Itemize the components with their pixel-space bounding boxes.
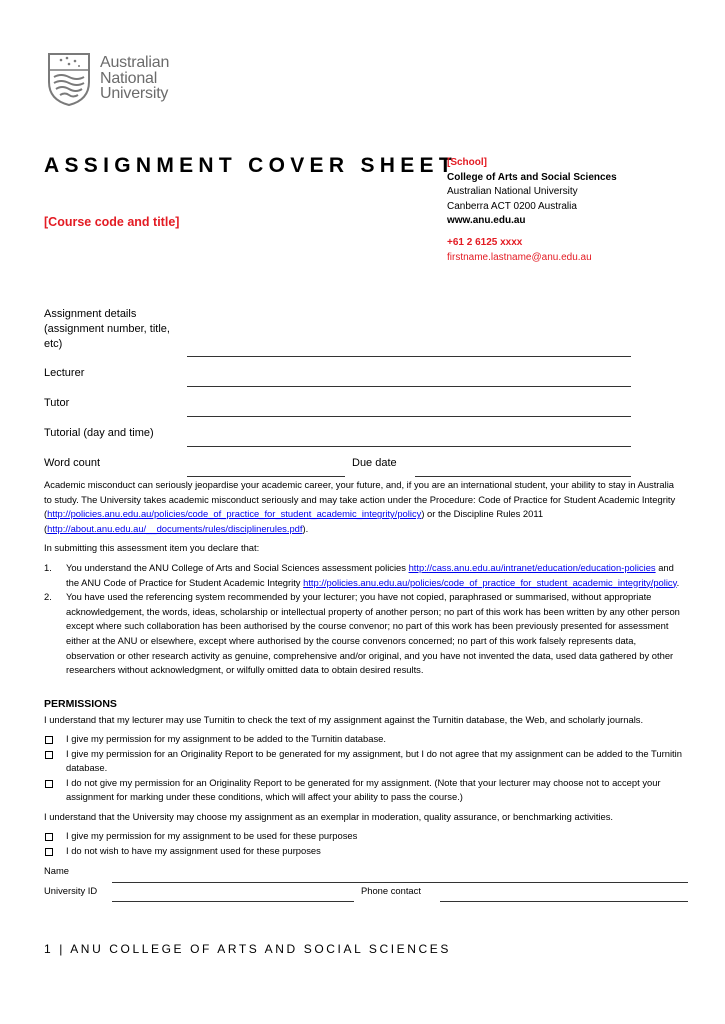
item-text: . (676, 576, 680, 588)
college-name: College of Arts and Social Sciences (447, 171, 617, 183)
tutor-field[interactable] (187, 416, 631, 417)
checkbox[interactable] (45, 751, 53, 759)
label-line: Assignment details (44, 308, 137, 320)
misconduct-notice (44, 478, 684, 556)
due-date-label: Due date (352, 457, 397, 469)
phone-number: +61 2 6125 xxxx (447, 236, 523, 248)
integrity-policy-link[interactable]: http://policies.anu.edu.au/policies/code_of_practice_for_student_academic_integrity/policy (47, 508, 422, 520)
address-line: Canberra ACT 0200 Australia (447, 200, 577, 212)
checkbox[interactable] (45, 848, 53, 856)
item-number: 2. (44, 591, 52, 603)
exemplar-options (44, 829, 684, 858)
page-title: ASSIGNMENT COVER SHEET (44, 154, 457, 177)
assignment-details-field[interactable] (187, 356, 631, 357)
university-id-label: University ID (44, 885, 98, 896)
misconduct-text: ) or the Discipline Rules 2011 ( (44, 508, 544, 534)
phone-contact-field[interactable] (440, 901, 688, 902)
university-id-field[interactable] (112, 901, 354, 902)
permissions-heading: PERMISSIONS (44, 698, 117, 710)
item-text: You have used the referencing system recommended by your lecturer; you have not copied, paraphrased or summarised, without appropriate acknowledgement, the words, ideas, scholarship or intellectual property of another person; no part of this work has been written by any other person except where such collaboration has been authorised by the course convenor; no part of this work has been previously presented for assessment either at the ANU or elsewhere, except where authorised by the course convenors concerned; no part of this work falsely represents data, observation or other research activity as genuine, comprehensive and/or original, and you have not invented the data, used data gathered by other researchers without acknowledgment, or wilfully omitted data to obtain desired results. (66, 591, 680, 676)
option-label: I do not wish to have my assignment used for these purposes (66, 844, 321, 856)
item-text: You understand the ANU College of Arts and Social Sciences assessment policies (66, 562, 409, 573)
website: www.anu.edu.au (447, 215, 526, 227)
label-line: (assignment number, title, (44, 323, 170, 335)
page-footer: 1 | ANU COLLEGE OF ARTS AND SOCIAL SCIENCES (44, 942, 452, 956)
exemplar-option[interactable] (44, 844, 684, 859)
discipline-rules-link[interactable]: http://about.anu.edu.au/__documents/rules/disciplinerules.pdf (47, 522, 303, 534)
exemplar-option[interactable] (44, 829, 684, 844)
item-number: 1. (44, 562, 52, 573)
email-address: firstname.lastname@anu.edu.au (447, 251, 592, 263)
course-code-title: [Course code and title] (44, 215, 180, 229)
school-placeholder: [School] (447, 157, 487, 168)
misconduct-text: ). (302, 522, 309, 534)
list-item (44, 561, 684, 590)
misconduct-paragraph (44, 478, 684, 536)
name-field[interactable] (112, 882, 688, 883)
university-name-line: University (100, 85, 169, 102)
contact-block (447, 156, 617, 265)
university-line: Australian National University (447, 186, 578, 198)
assessment-policies-link[interactable]: http://cass.anu.edu.au/intranet/education/education-policies (408, 562, 656, 573)
turnitin-option[interactable] (44, 747, 684, 776)
option-label: I give my permission for my assignment to be used for these purposes (66, 830, 358, 841)
turnitin-option[interactable] (44, 776, 684, 805)
university-name-line: Australian (100, 54, 170, 71)
phone-contact-label: Phone contact (361, 885, 421, 896)
option-label: I give my permission for an Originality Report to be generated for my assignment, but I do not agree that my assignment can be added to the Turnitin database. (66, 747, 682, 774)
option-label: I do not give my permission for an Originality Report to be generated for my assignment. (Note that your lecturer may choose not to accept your assignment for marking under these conditions, which will affect your ability to pass the course.) (66, 776, 661, 803)
assignment-details-label (44, 307, 170, 352)
lecturer-label: Lecturer (44, 367, 85, 379)
option-label: I give my permission for my assignment to be added to the Turnitin database. (66, 733, 386, 744)
misconduct-text: Academic misconduct can seriously jeopardise your academic career, your future, and, if you are an international student, your ability to stay in Australia to study. The University takes academic misconduct seriously and may take action under the Procedure: Code of Practice for Student Academic Integrity ( (44, 479, 676, 520)
exemplar-intro: I understand that the University may choose my assignment as an exemplar in moderation, quality assurance, or benchmarking activities. (44, 811, 614, 822)
tutorial-label: Tutorial (day and time) (44, 427, 154, 439)
checkbox[interactable] (45, 833, 53, 841)
anu-logo (47, 52, 197, 110)
turnitin-intro: I understand that my lecturer may use Turnitin to check the text of my assignment against the Turnitin database, the Web, and scholarly journals. (44, 714, 644, 725)
lecturer-field[interactable] (187, 386, 631, 387)
anu-crest-icon (47, 52, 91, 106)
word-count-label: Word count (44, 457, 101, 469)
declarations-list (44, 561, 684, 678)
checkbox[interactable] (45, 736, 53, 744)
turnitin-option[interactable] (44, 732, 684, 747)
checkbox[interactable] (45, 780, 53, 788)
tutor-label: Tutor (44, 397, 70, 409)
tutorial-field[interactable] (187, 446, 631, 447)
turnitin-options (44, 732, 684, 805)
name-label: Name (44, 865, 70, 876)
item-text: and the ANU Code of Practice for Student Academic Integrity (66, 562, 674, 588)
list-item (44, 590, 684, 678)
word-count-field[interactable] (187, 476, 345, 477)
university-name-line: National (100, 69, 158, 87)
integrity-policy-link[interactable]: http://policies.anu.edu.au/policies/code_of_practice_for_student_academic_integrity/policy (303, 576, 677, 588)
declare-intro: In submitting this assessment item you declare that: (44, 542, 260, 554)
label-line: etc) (44, 338, 63, 350)
university-name (100, 55, 169, 102)
due-date-field[interactable] (415, 476, 631, 477)
